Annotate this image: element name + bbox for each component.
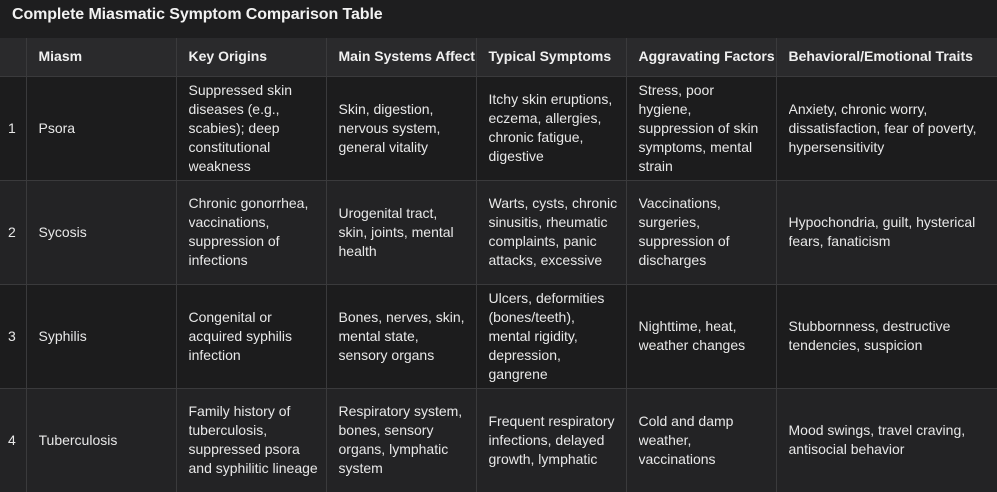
- cell-systems[interactable]: [326, 76, 476, 180]
- cell-origins[interactable]: [176, 388, 326, 492]
- table-body: [0, 76, 997, 492]
- table-row[interactable]: [0, 284, 997, 388]
- cell-text: Hypochondria, guilt, hysterical fears, fanaticism: [788, 214, 976, 249]
- cell-text: Nighttime, heat, weather changes: [638, 318, 746, 353]
- cell-text: Frequent respiratory infections, delayed growth, lymphatic: [488, 412, 615, 467]
- cell-text: Warts, cysts, chronic sinusitis, rheumatic complaints, panic attacks, excessive: [488, 195, 618, 268]
- cell-text: Respiratory system, bones, sensory organs, lymphatic system: [338, 403, 463, 476]
- cell-text: Vaccinations, surgeries, suppression of discharges: [638, 195, 730, 268]
- cell-text: Itchy skin eruptions, eczema, allergies, chronic fatigue, digestive: [488, 91, 613, 164]
- header-row: [0, 38, 997, 76]
- header-index[interactable]: [0, 38, 26, 76]
- cell-text: Tuberculosis: [38, 431, 118, 448]
- header-main-systems[interactable]: Main Systems Affect: [326, 38, 476, 76]
- cell-systems[interactable]: [326, 284, 476, 388]
- cell-aggravating[interactable]: [626, 180, 776, 284]
- cell-text: Urogenital tract, skin, joints, mental health: [338, 204, 454, 259]
- header-behavioral-traits[interactable]: Behavioral/Emotional Traits: [776, 38, 997, 76]
- cell-text: Stress, poor hygiene, suppression of skin symptoms, mental strain: [638, 81, 759, 174]
- table-container: [0, 38, 997, 492]
- cell-text: Suppressed skin diseases (e.g., scabies); deep constitutional weakness: [188, 81, 293, 174]
- header-key-origins[interactable]: Key Origins: [176, 38, 326, 76]
- cell-miasm[interactable]: [26, 180, 176, 284]
- cell-text: Mood swings, travel craving, antisocial behavior: [788, 422, 966, 457]
- cell-text: Syphilis: [38, 327, 87, 344]
- cell-origins[interactable]: [176, 284, 326, 388]
- miasm-comparison-table: [0, 38, 997, 492]
- cell-origins[interactable]: [176, 180, 326, 284]
- cell-behavioral[interactable]: [776, 388, 997, 492]
- table-title: Complete Miasmatic Symptom Comparison Table: [0, 0, 997, 38]
- cell-text: Stubbornness, destructive tendencies, suspicion: [788, 318, 951, 353]
- cell-text: 2: [8, 223, 16, 240]
- cell-text: Skin, digestion, nervous system, general vitality: [338, 100, 441, 155]
- row-index: [0, 76, 26, 180]
- cell-systems[interactable]: [326, 180, 476, 284]
- cell-text: Sycosis: [38, 223, 87, 240]
- cell-text: Anxiety, chronic worry, dissatisfaction, fear of poverty, hypersensitivity: [788, 100, 977, 155]
- cell-symptoms[interactable]: [476, 388, 626, 492]
- cell-aggravating[interactable]: [626, 76, 776, 180]
- cell-text: 3: [8, 327, 16, 344]
- cell-text: 4: [8, 431, 16, 448]
- cell-text: Chronic gonorrhea, vaccinations, suppression of infections: [188, 195, 309, 268]
- cell-aggravating[interactable]: [626, 284, 776, 388]
- cell-text: Family history of tuberculosis, suppressed psora and syphilitic lineage: [188, 403, 318, 476]
- table-row[interactable]: [0, 180, 997, 284]
- cell-miasm[interactable]: [26, 284, 176, 388]
- row-index: [0, 284, 26, 388]
- cell-behavioral[interactable]: [776, 284, 997, 388]
- cell-text: Congenital or acquired syphilis infection: [188, 308, 292, 363]
- table-row[interactable]: [0, 388, 997, 492]
- cell-symptoms[interactable]: [476, 76, 626, 180]
- cell-behavioral[interactable]: [776, 180, 997, 284]
- cell-text: Bones, nerves, skin, mental state, sensory organs: [338, 308, 465, 363]
- header-aggravating-factors[interactable]: Aggravating Factors: [626, 38, 776, 76]
- cell-miasm[interactable]: [26, 76, 176, 180]
- header-typical-symptoms[interactable]: Typical Symptoms: [476, 38, 626, 76]
- header-miasm[interactable]: Miasm: [26, 38, 176, 76]
- cell-text: Psora: [38, 119, 76, 136]
- table-row[interactable]: [0, 76, 997, 180]
- cell-miasm[interactable]: [26, 388, 176, 492]
- cell-text: Ulcers, deformities (bones/teeth), mental rigidity, depression, gangrene: [488, 289, 605, 382]
- table-header: [0, 38, 997, 76]
- row-index: [0, 180, 26, 284]
- cell-symptoms[interactable]: [476, 180, 626, 284]
- cell-symptoms[interactable]: [476, 284, 626, 388]
- cell-text: Cold and damp weather, vaccinations: [638, 412, 734, 467]
- cell-origins[interactable]: [176, 76, 326, 180]
- row-index: [0, 388, 26, 492]
- cell-systems[interactable]: [326, 388, 476, 492]
- cell-behavioral[interactable]: [776, 76, 997, 180]
- cell-text: 1: [8, 119, 16, 136]
- cell-aggravating[interactable]: [626, 388, 776, 492]
